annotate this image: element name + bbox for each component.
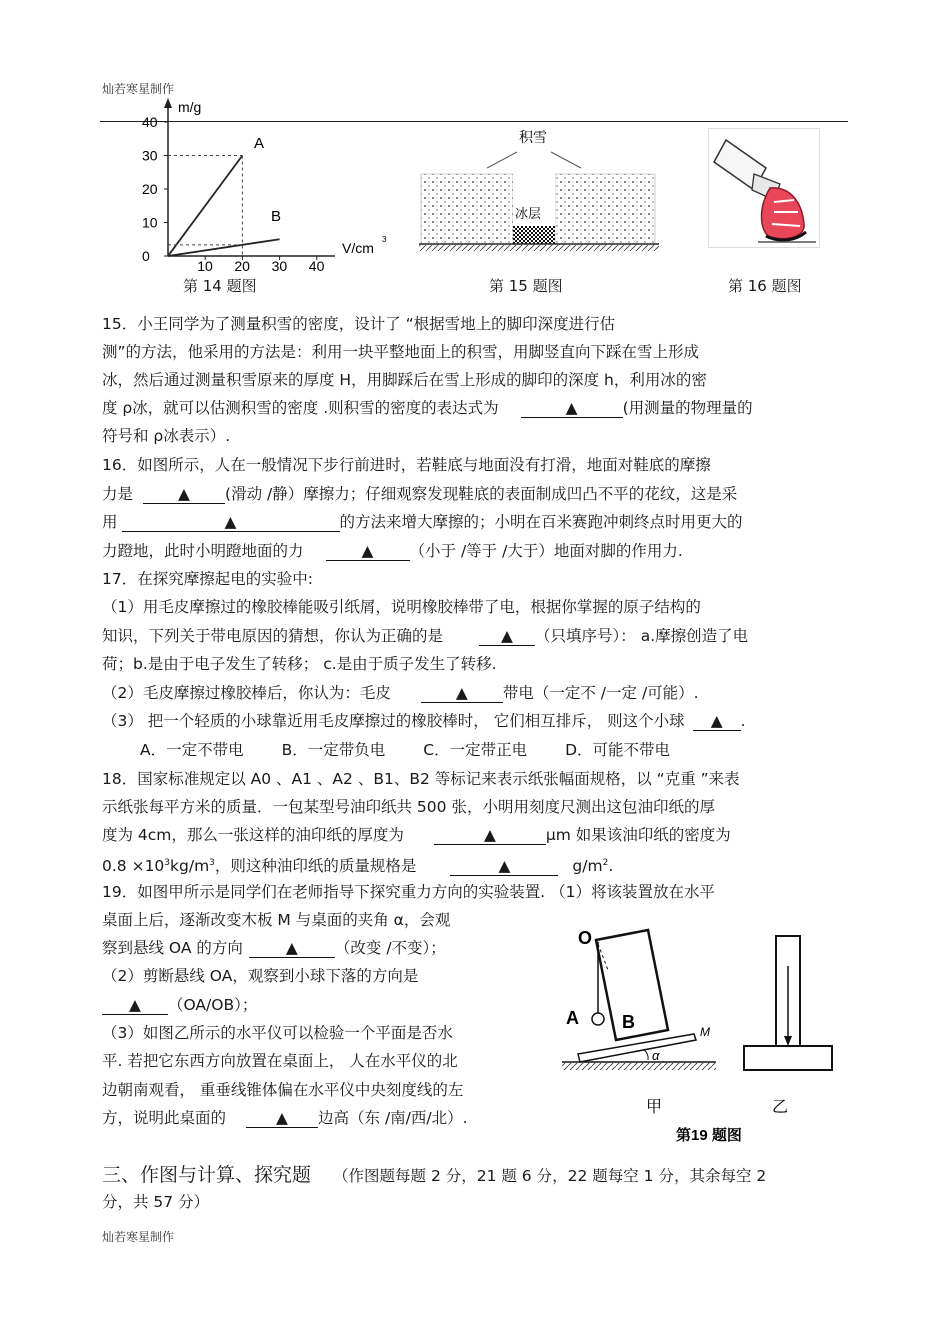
plank <box>578 1034 696 1062</box>
q16-text-after: （小于 /等于 /大于）地面对脚的作用力. <box>409 542 683 560</box>
table-hatch <box>562 1063 716 1070</box>
q19-line7: 平. 若把它东西方向放置在桌面上， 人在水平仪的北 <box>102 1052 458 1070</box>
fig16-foot-image <box>708 128 820 248</box>
label-o: O <box>578 928 593 948</box>
q17-option-c[interactable]: C．一定带正电 <box>423 741 528 759</box>
q16-line3 <box>102 512 743 532</box>
y-tick-label: 40 <box>142 114 158 130</box>
series-line-b <box>168 239 280 256</box>
label-a: A <box>566 1008 579 1028</box>
fig15-caption: 第 15 题图 <box>489 277 563 295</box>
q16-text: 用 <box>102 513 118 531</box>
q18-line1: 18．国家标准规定以 A0 、A1 、A2 、B1、B2 等标记来表示纸张幅面规格，以 “克重 ”来表 <box>102 770 740 788</box>
q17-option-b[interactable]: B．一定带负电 <box>281 741 386 759</box>
q18-exp: 3 <box>164 858 171 868</box>
label-jia: 甲 <box>646 1099 663 1116</box>
x-tick-label: 10 <box>197 258 213 274</box>
y-axis-label: m/g <box>178 99 202 115</box>
q19-text-after: （改变 /不变）； <box>334 939 446 957</box>
line-a-label: A <box>254 135 265 152</box>
q15-line4 <box>102 398 753 418</box>
y-tick-label: 0 <box>142 248 150 264</box>
y-tick-label: 20 <box>142 181 158 197</box>
q16-line2 <box>102 484 737 504</box>
snow-label: 积雪 <box>519 129 547 145</box>
angle-arc <box>644 1050 648 1060</box>
q17-line1: 17．在探究摩擦起电的实验中: <box>102 570 313 588</box>
q16-blank-3[interactable]: ▲ <box>326 542 410 561</box>
ball <box>592 1013 604 1025</box>
x-tick-label: 20 <box>234 258 250 274</box>
q18-blank-2[interactable]: ▲ <box>450 857 558 876</box>
q15-line2: 测”的方法，他采用的方法是：利用一块平整地面上的积雪，用脚竖直向下踩在雪上形成 <box>102 343 700 361</box>
q16-line4 <box>102 541 683 561</box>
snow-left <box>421 174 513 244</box>
q17-text-after: 带电（一定不 /一定 /可能）. <box>502 684 699 702</box>
q15-line3: 冰，然后通过测量积雪原来的厚度 H，用脚踩后在雪上形成的脚印的深度 h，利用冰的密 <box>102 371 707 389</box>
pointer-right <box>551 152 581 168</box>
q18-line4 <box>102 853 613 876</box>
q18-text-after: μm 如果该油印纸的密度为 <box>545 826 731 844</box>
q19-line9 <box>102 1108 468 1128</box>
label-yi: 乙 <box>772 1099 789 1116</box>
ice-layer <box>513 226 555 244</box>
footer-maker: 灿若寒星制作 <box>102 1230 175 1244</box>
q19-blank-3[interactable]: ▲ <box>246 1109 318 1128</box>
q17-blank-1[interactable]: ▲ <box>479 627 535 646</box>
q16-blank-2[interactable]: ▲ <box>122 513 340 532</box>
q17-text-after: . <box>740 712 746 730</box>
q18-unit: g/m <box>572 857 603 876</box>
q17-line2: （1）用毛皮摩擦过的橡胶棒能吸引纸屑，说明橡胶棒带了电，根据你掌握的原子结构的 <box>102 598 701 616</box>
q18-text: 度为 4cm，那么一张这样的油印纸的厚度为 <box>102 826 404 844</box>
q19-text: 方，说明此桌面的 <box>102 1109 227 1127</box>
pointer-left <box>487 152 517 168</box>
q17-text: （3） 把一个轻质的小球靠近用毛皮摩擦过的橡胶棒时， 它们相互排斥， 则这个小球 <box>102 712 685 730</box>
q17-line6 <box>102 711 746 731</box>
q18-density-unit: kg/m <box>170 857 210 876</box>
q18-line2: 示纸张每平方米的质量．一包某型号油印纸共 500 张，小明用刻度尺测出这包油印纸的厚 <box>102 798 715 816</box>
level-base <box>744 1046 832 1070</box>
q19-line2: 桌面上后，逐渐改变木板 M 与桌面的夹角 α，会观 <box>102 911 451 929</box>
label-alpha: α <box>652 1048 660 1063</box>
y-tick-label: 30 <box>142 147 158 164</box>
q18-density-value: 0.8 ×10 <box>102 857 165 876</box>
x-axis-label-exp: 3 <box>382 235 387 244</box>
label-b: B <box>622 1012 635 1032</box>
q19-blank-1[interactable]: ▲ <box>249 939 335 958</box>
ground-hatch <box>419 245 659 251</box>
q17-text: 知识，下列关于带电原因的猜想，你认为正确的是 <box>102 627 444 645</box>
section3-note: （作图题每题 2 分，21 题 6 分，22 题每空 1 分，其余每空 2 <box>333 1167 767 1185</box>
q19-line6: （3）如图乙所示的水平仪可以检验一个平面是否水 <box>102 1024 453 1042</box>
q19-line5 <box>102 995 257 1015</box>
q16-line1: 16．如图所示，人在一般情况下步行前进时，若鞋底与地面没有打滑，地面对鞋底的摩擦 <box>102 456 711 474</box>
q19-blank-2[interactable]: ▲ <box>102 996 168 1015</box>
q17-text: （2）毛皮摩擦过橡胶棒后，你认为：毛皮 <box>102 684 391 702</box>
section3-title: 三、作图与计算、探究题 <box>102 1164 312 1186</box>
q15-answer-blank[interactable]: ▲ <box>521 399 623 418</box>
q16-text-after: 的方法来增大摩擦的；小明在百米赛跑冲刺终点时用更大的 <box>339 513 743 531</box>
q18-period: . <box>608 857 614 876</box>
q17-option-d[interactable]: D．可能不带电 <box>565 741 671 759</box>
q15-line5: 符号和 ρ冰表示）. <box>102 427 231 445</box>
y-tick-label: 10 <box>142 214 158 231</box>
q15-text: 度 ρ冰，就可以估测积雪的密度 .则积雪的密度的表达式为 <box>102 399 499 417</box>
q17-option-a[interactable]: A．一定不带电 <box>140 741 244 759</box>
section3-heading <box>102 1160 766 1187</box>
q17-options <box>140 740 670 760</box>
fig14-caption: 第 14 题图 <box>183 277 257 295</box>
q18-blank-1[interactable]: ▲ <box>434 826 546 845</box>
q16-text: 力蹬地，此时小明蹬地面的力 <box>102 542 304 560</box>
q18-exp2: 3 <box>209 858 215 868</box>
q19-text-after: 边高（东 /南/西/北）. <box>318 1109 468 1127</box>
fig15-diagram <box>415 124 667 254</box>
q17-line5 <box>102 683 699 703</box>
q19-text-after: （OA/OB）； <box>168 996 258 1014</box>
ice-label: 冰层 <box>515 206 542 221</box>
q16-text: 力是 <box>102 485 134 503</box>
y-axis-arrow <box>164 98 172 108</box>
q19-line1: 19．如图甲所示是同学们在老师指导下探究重力方向的实验装置. （1）将该装置放在水平 <box>102 883 715 901</box>
line-b-label: B <box>271 208 282 225</box>
snow-right <box>555 174 655 244</box>
q19-line3 <box>102 938 446 958</box>
q18-text: ，则这种油印纸的质量规格是 <box>214 857 417 876</box>
q17-line3 <box>102 626 748 646</box>
q19-line4: （2）剪断悬线 OA，观察到小球下落的方向是 <box>102 967 419 985</box>
x-axis-label: V/cm <box>342 240 374 256</box>
fig14-chart <box>130 96 400 276</box>
q15-line1: 15．小王同学为了测量积雪的密度，设计了 “根据雪地上的脚印深度进行估 <box>102 315 616 333</box>
q16-text-after: (滑动 /静）摩擦力；仔细观察发现鞋底的表面制成凹凸不平的花纹，这是采 <box>225 485 738 503</box>
q17-blank-2[interactable]: ▲ <box>421 684 503 703</box>
q15-text-after: (用测量的物理量的 <box>622 399 753 417</box>
q18-exp3: 2 <box>602 858 609 868</box>
header-maker: 灿若寒星制作 <box>102 82 175 96</box>
section3-note2: 分，共 57 分） <box>102 1193 210 1211</box>
label-m: M <box>700 1025 710 1039</box>
fig16-caption: 第 16 题图 <box>728 277 802 295</box>
fig19-caption: 第19 题图 <box>676 1127 742 1144</box>
series-line-a <box>168 156 242 257</box>
x-tick-label: 30 <box>271 258 288 274</box>
q17-line4: 荷；b.是由于电子发生了转移； c.是由于质子发生了转移. <box>102 655 497 673</box>
q16-blank-1[interactable]: ▲ <box>143 485 225 504</box>
q19-text: 察到悬线 OA 的方向 <box>102 939 243 957</box>
q19-line8: 边朝南观看， 重垂线锥体偏在水平仪中央刻度线的左 <box>102 1081 464 1099</box>
fig19-diagram <box>556 922 846 1150</box>
q17-blank-3[interactable]: ▲ <box>693 712 741 731</box>
q18-line3 <box>102 825 731 845</box>
x-tick-label: 40 <box>308 258 325 274</box>
q17-text-after: （只填序号）： a.摩擦创造了电 <box>535 627 749 645</box>
